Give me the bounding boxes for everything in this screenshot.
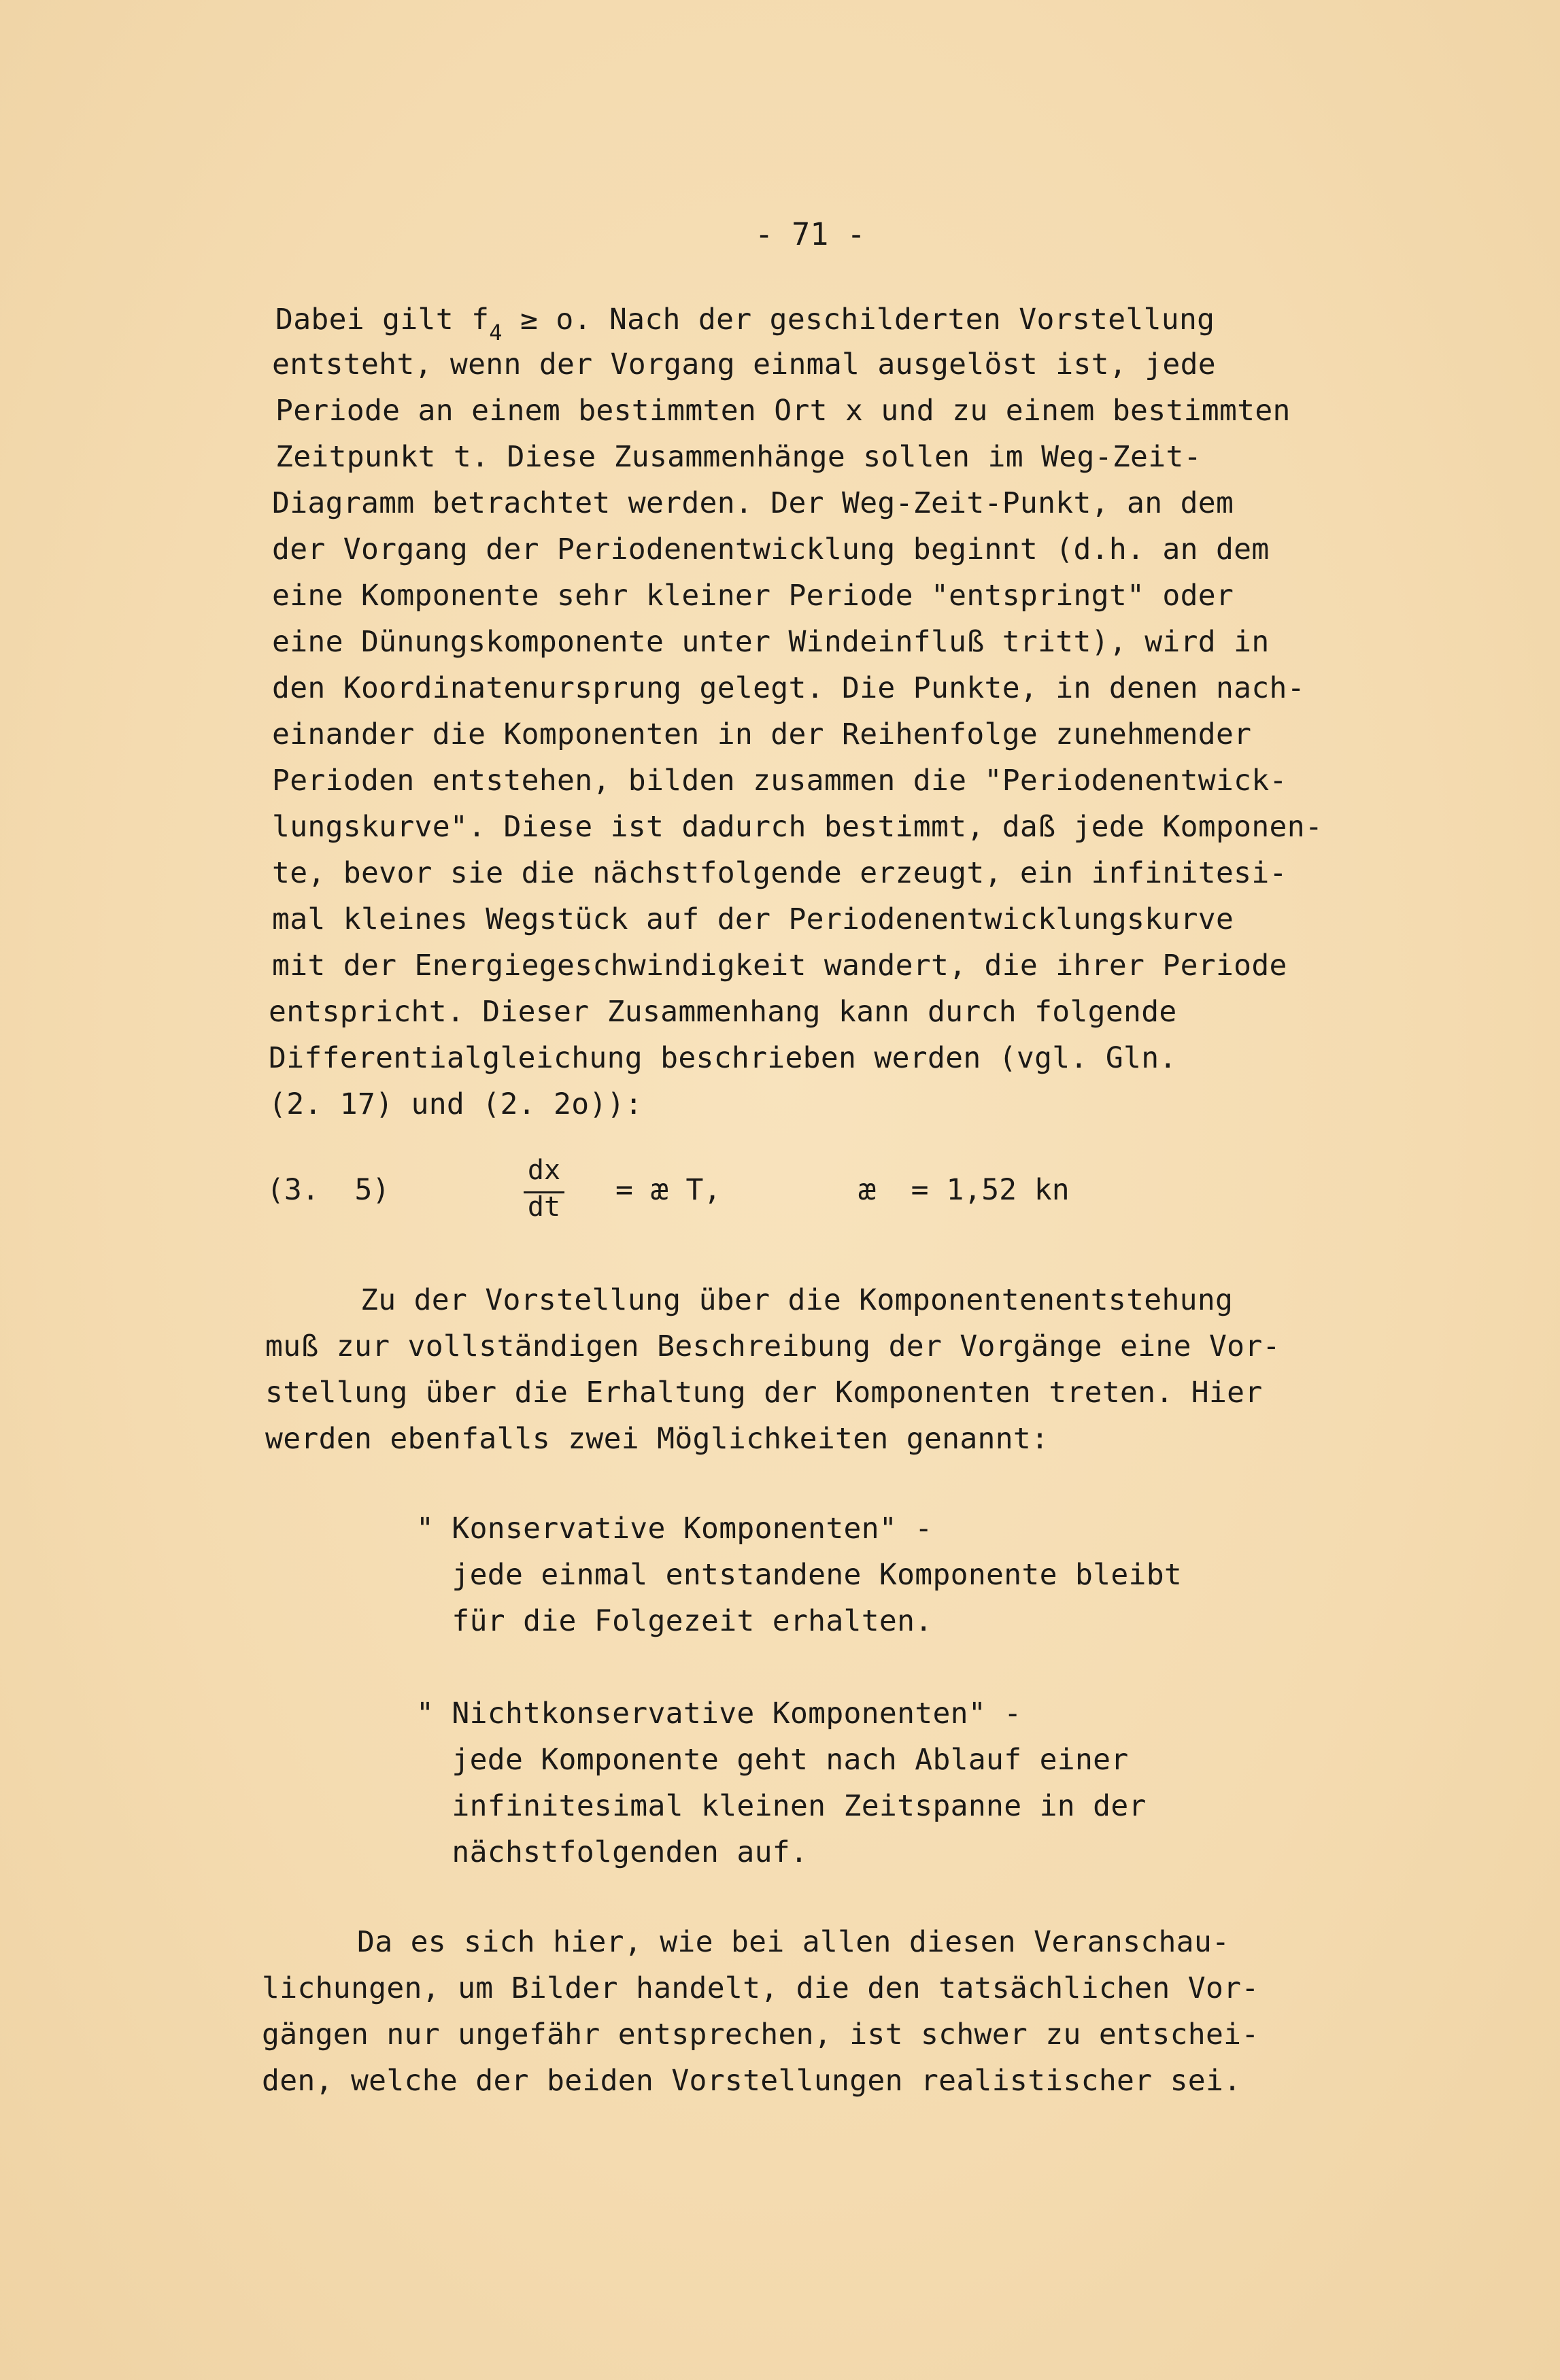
paragraph-1-line: Diagramm betrachtet werden. Der Weg-Zeit-Punkt, an dem — [272, 486, 1234, 520]
option-2-line: nächstfolgenden auf. — [416, 1835, 809, 1869]
equation-numerator: dx — [527, 1155, 561, 1186]
paragraph-3-line: lichungen, um Bilder handelt, die den tatsächlichen Vor- — [262, 1971, 1259, 2005]
paragraph-2-line: stellung über die Erhaltung der Komponenten treten. Hier — [265, 1376, 1263, 1410]
paragraph-1-line: Perioden entstehen, bilden zusammen die "Periodenentwick- — [272, 764, 1287, 798]
equation-number: (3. 5) — [267, 1173, 390, 1207]
option-2-line: jede Komponente geht nach Ablauf einer — [416, 1743, 1129, 1777]
equation-denominator: dt — [527, 1191, 561, 1223]
option-2-line: " Nichtkonservative Komponenten" - — [416, 1697, 1022, 1731]
paragraph-1-line: te, bevor sie die nächstfolgende erzeugt, ein infinitesi- — [272, 856, 1287, 890]
page-number: - 71 - — [755, 216, 866, 252]
paragraph-1-line: Periode an einem bestimmten Ort x und zu einem bestimmten — [275, 394, 1291, 428]
equation-constant: æ = 1,52 kn — [858, 1173, 1070, 1207]
paragraph-1-line: eine Dünungskomponente unter Windeinfluß tritt), wird in — [272, 625, 1270, 659]
option-2-line: infinitesimal kleinen Zeitspanne in der — [416, 1789, 1147, 1823]
text-segment: ≥ o. Nach der geschilderten Vorstellung — [502, 303, 1215, 337]
option-1-line: für die Folgezeit erhalten. — [416, 1604, 933, 1638]
paragraph-3-line: gängen nur ungefähr entsprechen, ist schwer zu entschei- — [262, 2018, 1259, 2052]
equation-rhs: = æ T, — [615, 1173, 722, 1207]
paragraph-1-line: mit der Energiegeschwindigkeit wandert, die ihrer Periode — [272, 949, 1287, 983]
option-1-line: jede einmal entstandene Komponente bleibt — [416, 1558, 1183, 1592]
paragraph-2-line: Zu der Vorstellung über die Komponentenentstehung — [360, 1283, 1234, 1317]
text-segment: Dabei gilt f — [275, 303, 490, 337]
paragraph-3-line: den, welche der beiden Vorstellungen realistischer sei. — [262, 2064, 1242, 2098]
paragraph-1-line: (2. 17) und (2. 2o)): — [269, 1087, 643, 1121]
paragraph-1-line: lungskurve". Diese ist dadurch bestimmt, daß jede Komponen- — [272, 810, 1323, 844]
paragraph-1-line: der Vorgang der Periodenentwicklung beginnt (d.h. an dem — [272, 532, 1270, 566]
paragraph-1-line: entspricht. Dieser Zusammenhang kann durch folgende — [269, 995, 1177, 1029]
paragraph-2-line: werden ebenfalls zwei Möglichkeiten genannt: — [265, 1422, 1049, 1456]
option-1-line: " Konservative Komponenten" - — [416, 1512, 933, 1546]
subscript: 4 — [489, 320, 503, 345]
paragraph-1-line: Zeitpunkt t. Diese Zusammenhänge sollen im Weg-Zeit- — [275, 440, 1202, 474]
paragraph-1-line: mal kleines Wegstück auf der Periodenentwicklungskurve — [272, 902, 1234, 936]
paragraph-1-line-1 — [275, 296, 1215, 345]
paragraph-1-line: einander die Komponenten in der Reihenfolge zunehmender — [272, 717, 1252, 751]
paragraph-1-line: den Koordinatenursprung gelegt. Die Punkte, in denen nach- — [272, 671, 1305, 705]
paragraph-3-line: Da es sich hier, wie bei allen diesen Veranschau- — [357, 1925, 1230, 1959]
paragraph-1-line: entsteht, wenn der Vorgang einmal ausgelöst ist, jede — [272, 347, 1216, 381]
paragraph-1-line: Differentialgleichung beschrieben werden (vgl. Gln. — [269, 1041, 1177, 1075]
paragraph-1-line: eine Komponente sehr kleiner Periode "entspringt" oder — [272, 579, 1234, 613]
paragraph-2-line: muß zur vollständigen Beschreibung der Vorgänge eine Vor- — [265, 1329, 1281, 1363]
